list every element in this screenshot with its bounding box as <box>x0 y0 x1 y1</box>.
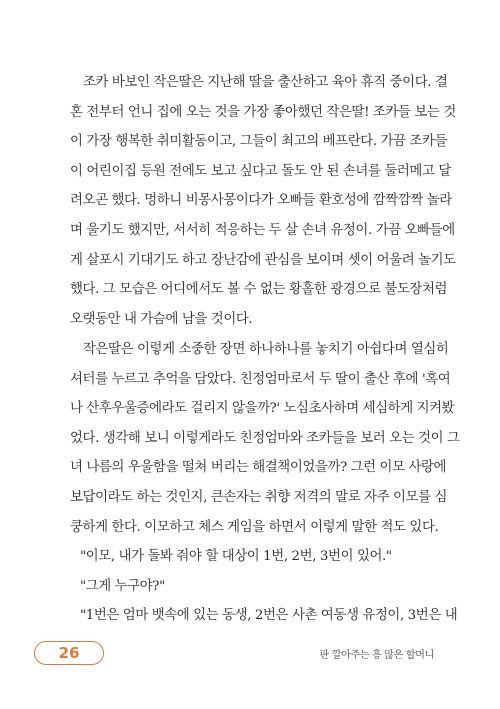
page-number-badge <box>34 641 104 665</box>
text-line: 했다. 그 모습은 어디에서도 볼 수 없는 황홀한 광경으로 불도장처럼 <box>70 282 448 298</box>
text-line: 작은딸은 이렇게 소중한 장면 하나하나를 놓치기 아쉽다며 열심히 <box>83 342 449 357</box>
text-line: 게 살포시 기대기도 하고 장난감에 관심을 보이며 셋이 어울려 놀기도 <box>70 252 456 268</box>
text-line: 셔터를 누르고 추억을 담았다. 친정엄마로서 두 딸이 출산 후에 '혹여 <box>70 371 451 387</box>
page-number: 26 <box>58 644 80 662</box>
text-line: 었다. 생각해 보니 이렇게라도 친정엄마와 조카들을 보러 오는 것이 그 <box>70 430 460 446</box>
text-line: 오랫동안 내 가슴에 남을 것이다. <box>70 311 253 327</box>
text-line: 쿵하게 한다. 이모하고 체스 게임을 하면서 이렇게 말한 적도 있다. <box>70 519 439 535</box>
dialogue-line: "1번은 엄마 뱃속에 있는 동생, 2번은 사촌 여동생 유정이, 3번은 내 <box>80 608 458 624</box>
text-line: 조카 바보인 작은딸은 지난해 딸을 출산하고 육아 휴직 중이다. 결 <box>83 75 448 90</box>
running-book-title: 판 깔아주는 흥 많은 할머니 <box>319 650 434 661</box>
dialogue-line: "그게 누구야?" <box>80 578 165 594</box>
paragraph-1 <box>70 68 456 334</box>
text-line: 혼 전부터 언니 집에 오는 것을 가장 좋아했던 작은딸! 조카들 보는 것 <box>70 104 456 120</box>
text-line: 며 울기도 했지만, 서서히 적응하는 두 살 손녀 유정이. 가끔 오빠들에 <box>70 222 455 238</box>
dialogue-line: "이모, 내가 돌봐 줘야 할 대상이 1번, 2번, 3번이 있어." <box>80 549 392 565</box>
text-line: 나 산후우울증에라도 걸리지 않을까?' 노심초사하며 세심하게 지켜봤 <box>70 401 455 417</box>
text-line: 보답이라도 하는 것인지, 큰손자는 취향 저격의 말로 자주 이모를 심 <box>70 489 448 505</box>
text-line: 이 가장 행복한 취미활동이고, 그들이 최고의 베프란다. 가끔 조카들 <box>70 134 448 150</box>
text-line: 녀 나름의 우울함을 떨쳐 버리는 해결책이었을까? 그런 이모 사랑에 <box>70 460 447 476</box>
paragraph-2 <box>70 335 460 631</box>
text-line: 이 어린이집 등원 전에도 보고 싶다고 돌도 안 된 손녀를 둘러메고 달 <box>70 163 451 179</box>
text-line: 려오곤 했다. 멍하니 비몽사몽이다가 오빠들 환호성에 깜짝깜짝 놀라 <box>70 193 452 209</box>
